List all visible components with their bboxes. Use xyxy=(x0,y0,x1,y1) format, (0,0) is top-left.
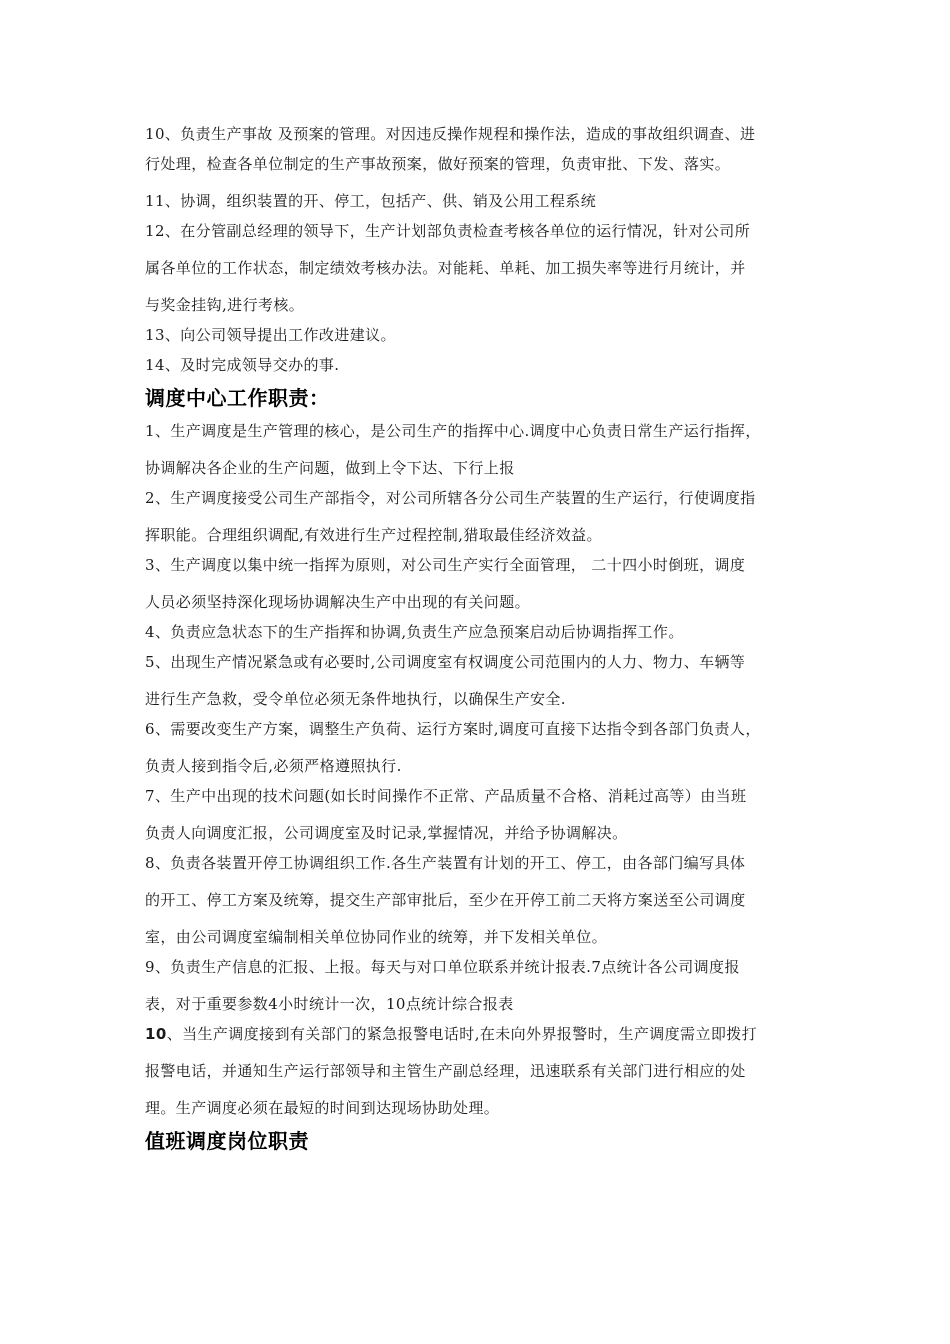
paragraph-line: 属各单位的工作状态，制定绩效考核办法。对能耗、单耗、加工损失率等进行月统计，并 xyxy=(145,259,746,277)
document-body xyxy=(145,124,810,1154)
paragraph-line: 14、及时完成领导交办的事. xyxy=(145,356,340,374)
paragraph-line: 挥职能。合理组织调配,有效进行生产过程控制,猎取最佳经济效益。 xyxy=(145,526,602,544)
paragraph-line: 8、负责各装置开停工协调组织工作.各生产装置有计划的开工、停工，由各部门编写具体 xyxy=(145,854,746,872)
paragraph-line: 12、在分管副总经理的领导下，生产计划部负责检查考核各单位的运行情况，针对公司所 xyxy=(145,222,751,240)
paragraph-line xyxy=(145,1024,810,1044)
paragraph-line: 的开工、停工方案及统筹，提交生产部审批后，至少在开停工前二天将方案送至公司调度 xyxy=(145,891,746,909)
paragraph-line: 5、出现生产情况紧急或有必要时,公司调度室有权调度公司范围内的人力、物力、车辆等 xyxy=(145,653,746,671)
paragraph-line: 协调解决各企业的生产问题，做到上令下达、下行上报 xyxy=(145,459,515,477)
paragraph-line: 报警电话，并通知生产运行部领导和主管生产副总经理，迅速联系有关部门进行相应的处 xyxy=(145,1062,746,1080)
paragraph-line: 3、生产调度以集中统一指挥为原则，对公司生产实行全面管理， 二十四小时倒班，调度 xyxy=(145,556,746,574)
paragraph-line: 人员必须坚持深化现场协调解决生产中出现的有关问题。 xyxy=(145,593,531,611)
paragraph-line: 4、负责应急状态下的生产指挥和协调,负责生产应急预案启动后协调指挥工作。 xyxy=(145,623,684,641)
paragraph-line: 理。生产调度必须在最短的时间到达现场协助处理。 xyxy=(145,1099,500,1117)
paragraph-line: 6、需要改变生产方案，调整生产负荷、运行方案时,调度可直接下达指令到各部门负责人， xyxy=(145,720,761,738)
paragraph-line: 13、向公司领导提出工作改进建议。 xyxy=(145,326,396,344)
paragraph-line: 行处理，检查各单位制定的生产事故预案，做好预案的管理，负责审批、下发、落实。 xyxy=(145,155,731,173)
paragraph-text: 、当生产调度接到有关部门的紧急报警电话时,在未向外界报警时，生产调度需立即拨打 xyxy=(166,1025,758,1043)
paragraph-line: 2、生产调度接受公司生产部指令，对公司所辖各分公司生产装置的生产运行，行使调度指 xyxy=(145,489,756,507)
paragraph-line: 负责人接到指令后,必须严格遵照执行. xyxy=(145,757,402,775)
paragraph-line: 7、生产中出现的技术问题(如长时间操作不正常、产品质量不合格、消耗过高等）由当班 xyxy=(145,787,747,805)
paragraph-line: 负责人向调度汇报，公司调度室及时记录,掌握情况，并给予协调解决。 xyxy=(145,824,628,842)
item-number: 10 xyxy=(145,1025,167,1043)
paragraph-line: 10、负责生产事故 及预案的管理。对因违反操作规程和操作法，造成的事故组织调查、进 xyxy=(145,125,756,143)
section-heading-dispatch-center: 调度中心工作职责： xyxy=(145,386,330,410)
paragraph-line: 1、生产调度是生产管理的核心，是公司生产的指挥中心.调度中心负责日常生产运行指挥， xyxy=(145,422,761,440)
paragraph-line: 表，对于重要参数4小时统计一次，10点统计综合报表 xyxy=(145,995,514,1013)
paragraph-line: 与奖金挂钩,进行考核。 xyxy=(145,296,305,314)
paragraph-line: 进行生产急救，受令单位必须无条件地执行，以确保生产安全. xyxy=(145,690,566,708)
paragraph-line: 9、负责生产信息的汇报、上报。每天与对口单位联系并统计报表.7点统计各公司调度报 xyxy=(145,958,740,976)
paragraph-line: 室，由公司调度室编制相关单位协同作业的统筹，并下发相关单位。 xyxy=(145,928,608,946)
section-heading-duty-dispatcher: 值班调度岗位职责 xyxy=(145,1129,309,1153)
paragraph-line: 11、协调，组织装置的开、停工，包括产、供、销及公用工程系统 xyxy=(145,192,597,210)
